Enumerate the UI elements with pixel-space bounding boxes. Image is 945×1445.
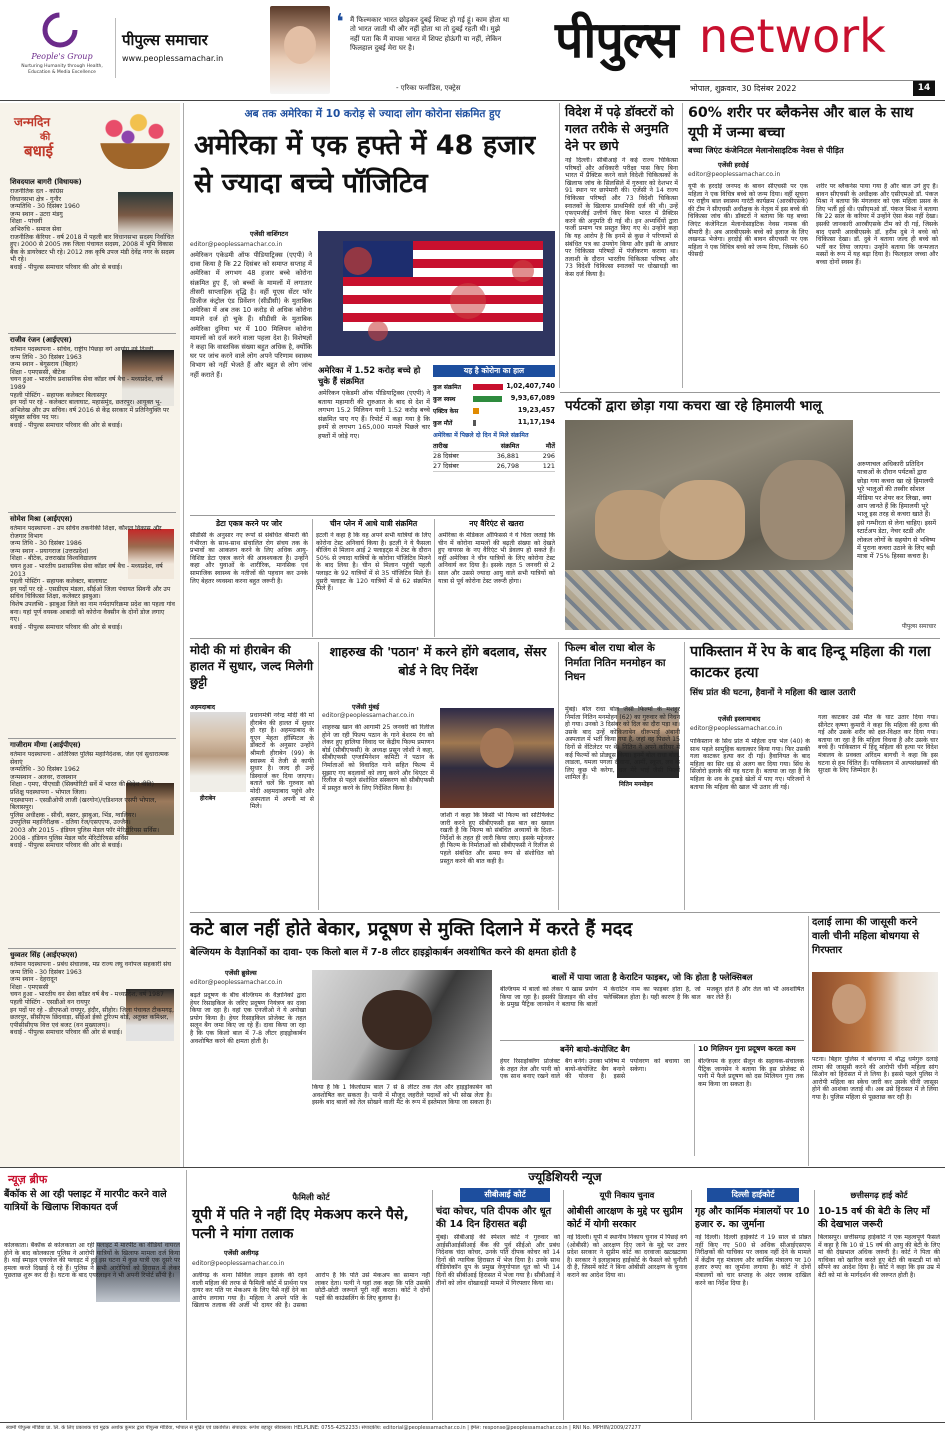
birthday-person-name: गाजीराम मीणा (आईपीएस)	[10, 741, 81, 749]
news-brief	[0, 1170, 182, 1420]
birthday-person-text: वर्तमान पदस्थापना - प्रबंध संचालक, मप्र राज्य लघु वनोपज सहकारी संघ जन्म तिथि - 30 दिसंबर 1963 जन्म स्थान - देहरादून शिक्षा - एमएससी चयन हुआ - भारतीय वन सेवा कॉडर वर्ष बैच - मध्यप्रदेश, वर्ष 1987 पहली पोस्टिंग - एसडीओ वन रायपुर इन पदों पर रहे - डीएफओ रायपुर, इंदौर, सीहोर। जिला पंचायत टीकमगढ़, छतरपुर, सीसीएफ छिंदवाड़ा, सीईओ ईको टूरिज्म बोर्ड, अतुक्त कमिश्नर, एपीसीसीएफ वित्त एवं बजट (वन मुख्यालय)। बधाई - पीपुल्स समाचार परिवार की ओर से बधाई।	[10, 961, 175, 1037]
news-brief-text: कोलकाता। बैंकॉक से कोलकाता आ रही फ्लाइट में मारपीट का वीडियो वायरल होने के बाद कोलकाता पुलिस ने आरोपी यात्रियों के खिलाफ मामला दर्ज किया है। थाई स्माइल एयरवेज की फ्लाइट में हुई इस घटना में कुछ यात्री एक दूसरे पर हमला करते दिखाई दे रहे हैं। पुलिस ने सभी आरोपियों को हिरासत में लेकर पूछताछ शुरू कर दी है। घटना के बाद एयरलाइन ने भी अपनी रिपोर्ट सौंपी है।	[4, 1242, 180, 1280]
hair-text-2: किया है कि 1 किलोग्राम बाल 7 से 8 लीटर तक तेल और हाइड्रोकार्बन को अवशोषित कर सकता है। पानी में मौजूद जहरीले पदार्थों को भी सोख लेता है। इसके बाद बालों को तेल सोखने वाली मैट के रूप में इस्तेमाल किया जा सकता है।	[312, 1084, 492, 1107]
pakistan-headline: पाकिस्तान में रेप के बाद हिन्दू महिला की गला काटकर हत्या	[690, 644, 931, 681]
stats-table-cell: 26,798	[496, 462, 520, 470]
judiciary-banner	[190, 1167, 940, 1185]
stats-rows	[433, 381, 555, 429]
us-sub-title: डेटा एकत्र करने पर जोर	[216, 519, 282, 528]
birthday-person-text: वर्तमान पदस्थापना - सचिव, राष्ट्रीय पिछड़ा वर्ग आयोग नई दिल्ली जन्म तिथि - 30 दिसंबर 1963 जन्म स्थान - बेगूसराय (बिहार) शिक्षा - एमएससी, बीटेक चयन हुआ - भारतीय प्रशासनिक सेवा कॉडर वर्ष बैच - मध्यप्रदेश, वर्ष 1989 पहली पोस्टिंग - सहायक कलेक्टर बिलासपुर इन पदों पर रहे - कलेक्टर बालाघाट, महासमुंद, छतरपुर। आयुक्त भू-अभिलेख और उप सचिव। वर्ष 2016 से केंद्र सरकार में प्रतिनियुक्ति पर संयुक्त सचिव पद पर। बधाई - पीपुल्स समाचार परिवार की ओर से बधाई।	[10, 346, 169, 429]
us-flag-virus-icon	[318, 231, 555, 356]
us-sub-text: इटली ने कहा है कि वह अपने सभी यात्रियों के लिए कोरोना टेस्ट अनिवार्य किया है। इटली ने ये फैसला बीजिंग से मिलान आई 2 फ्लाइट्स में टेस्ट के दौरान 50% से ज्यादा यात्रियों के कोरोना पॉजिटिव मिलने के बाद लिया है। चीन से मिलान पहुंची पहली फ्लाइट के 92 यात्रियों में से 35 पॉजिटिव मिले हैं। दूसरी फ्लाइट के 120 यात्रियों में से 62 संक्रमित मिले हैं।	[316, 532, 431, 593]
stats-row	[433, 417, 555, 429]
us-sub-column	[190, 519, 308, 637]
news-brief-headline: बैंकॉक से आ रही फ्लाइट में मारपीट करने वाले यात्रियों के खिलाफ शिकायत दर्ज	[4, 1189, 167, 1213]
hiraben-caption: हीराबेन	[200, 795, 216, 802]
peoples-group-logo-icon	[40, 10, 80, 50]
stats-row-value: 9,93,67,089	[510, 394, 555, 402]
family-court-text: अलीगढ़ के थाना सिविल लाइन इलाके की रहने वाली महिला की तरफ से फैमिली कोर्ट में प्रार्थना पत्र दायर कर पति पर मेकअप के लिए पैसे नहीं देने का आरोप लगाया गया है। महिला ने अपने पति के खिलाफ तलाक की अर्जी भी दायर की है। उसका आरोप है कि पति उसे मेकअप का सामान नहीं लाकर देता। पत्नी ने यहां तक कहा कि पति उसकी छोटी-छोटी जरूरतें पूरी नहीं करता। कोर्ट ने दोनों पक्षों की काउंसलिंग के लिए बुलाया है।	[192, 1272, 430, 1310]
stats-table-row	[433, 462, 555, 472]
pakistan-byline: एजेंसी इस्लामाबाद	[718, 715, 761, 723]
cbi-court-tag: सीबीआई कोर्ट	[460, 1188, 550, 1202]
stats-row-bar	[473, 396, 502, 402]
delhi-hc-text: नई दिल्ली। दिल्ली हाईकोर्ट ने 19 साल से प्रोन्नत नहीं किए गए 500 से अधिक सीआईएसएफ निरीक्षकों की याचिका पर जवाब नहीं देने के मामले में केंद्रीय गृह मंत्रालय और कार्मिक मंत्रालय पर 10 हजार रुपए का जुर्माना लगाया है। कोर्ट ने दोनों मंत्रालयों को चार सप्ताह के अंदर जवाब दाखिल करने का निर्देश दिया है।	[695, 1234, 811, 1287]
cbi-court-story	[436, 1188, 560, 1420]
birthday-title-sub: की	[40, 132, 51, 143]
quote-box	[336, 10, 511, 94]
doctors-text: नई दिल्ली। सीबीआई ने कई राज्य चिकित्सा परिषदों और अधिकारी परीक्षा पास किए बिना भारत में प्रैक्टिस करने वाले विदेशी चिकित्सकों के खिलाफ जांच के सिलसिले में गुरुवार को देशभर में 91 स्थान पर छापेमारी की। एजेंसी ने 14 राज्य चिकित्सा परिषदों और 73 विदेशी चिकित्सा स्नातकों के खिलाफ प्राथमिकी दर्ज की थी। उन्हें एफएमजीई उत्तीर्ण किए बिना भारत में प्रैक्टिस करने की अनुमति दी गई थी। इन अभ्यर्थियों द्वारा फर्जी प्रमाण पत्र प्रस्तुत किए गए थे। उन्होंने कहा कि यह आरोप है कि इनमें से कुछ ने परिणामों से संबंधित पत्र का उपयोग किया और इसी के आधार पर चिकित्सा परिषदों में पंजीकरण कराया था। तलाशी के दौरान भारतीय चिकित्सा परिषद और 73 विदेशी चिकित्सा स्नातकों पर धोखाधड़ी का केस दर्ज किया है।	[565, 157, 678, 278]
news-brief-title: न्यूज़ ब्रीफ	[8, 1173, 48, 1186]
cg-hc-headline: 10-15 वर्ष की बेटी के लिए माँ की देखभाल जरूरी	[818, 1206, 930, 1230]
us-sub-column	[438, 519, 555, 637]
birthday-person	[10, 951, 175, 1161]
stats-table-cell: संक्रमित	[500, 442, 520, 450]
pathan-story	[322, 642, 554, 910]
doctors-headline: विदेश में पढ़े डॉक्टरों को गलत तरीके से अनुमति देने पर छापे	[565, 104, 674, 153]
salon-text: बेल्जियम के हज़ार सैलून के सहायक-संचालक पैट्रिक जानसेन ने बताया कि इस प्रोजेक्ट से पानी में फैले प्रदूषण को दस मिलियन गुना तक कम किया जा सकता है।	[698, 1058, 804, 1088]
dalai-headline: दलाई लामा की जासूसी करने वाली चीनी महिला बोधगया से गिरफ्तार	[812, 917, 920, 956]
page-number: 14	[913, 81, 935, 96]
hair-byline: एजेंसी ब्रुसेल्स	[225, 969, 257, 977]
stats-row-bar	[473, 384, 503, 390]
birthday-title-main: बधाई	[24, 142, 54, 160]
salon-title: 10 मिलियन गुना प्रदूषण करता कम	[698, 1044, 796, 1053]
group-logo-text: People's Group	[31, 52, 93, 61]
pakistan-text-left: पाकिस्तान के सिंध प्रांत में महिला दया भेल (40) के साथ पहले सामूहिक बलात्कार किया गया। फिर उसकी गला काटकर हत्या कर दी गई। हैवानियत के बाद महिला का सिर धड़ से अलग कर दिया गया। सिंध के सिंजोरो इलाके की यह घटना है। बताया जा रहा है कि महिला के शव के टुकड़े खेतों में पाए गए। परिजनों ने बताया कि महिला की खाल भी उतार ली गई।	[690, 738, 810, 791]
haircut-photo	[312, 970, 492, 1080]
pathan-text-right: जोशी ने कहा कि किसी भी फिल्म को सर्टिफिकेट जारी करने हुए सीबीएफसी इस बात का ख्याल रखती है कि फिल्म को संबंधित अध्यायों के दिशा-निर्देशों के तहत ही जारी किया जाए। इसके मद्देनजर ही फिल्म के निर्माताओं को सीबीएफसी ने रिलीज से पहले संबंधित और समग्र रूप से संशोधित को प्रस्तुत करने की बात कही है।	[440, 812, 554, 865]
birthday-person	[10, 336, 175, 511]
pakistan-story	[690, 642, 938, 910]
judiciary-banner-label: ज्यूडिशियरी न्यूज	[490, 1168, 640, 1185]
us-graphic-caption-title: अमेरिका में 1.52 करोड़ बच्चे हो चुके हैं संक्रमित	[318, 365, 421, 386]
stats-row-label: कुल मौतें	[433, 420, 453, 427]
nitin-photo-caption: नितिन मनमोहन	[619, 781, 653, 788]
modi-text: प्रधानमंत्री नरेन्द्र मोदी की मां हीराबेन की हालत में सुधार हो रहा है। अहमदाबाद के यूएन मेहता हॉस्पिटल के डॉक्टरों के अनुसार उन्होंने श्रीमती हीराबेन (99) के स्वास्थ्य में तेजी से काफी सुधार है। जल्द ही उन्हें डिस्चार्ज कर दिया जाएगा। बताते चलें कि गुरुवार को मोदी अहमदाबाद पहुंचे और अस्पताल में अपनी मां से मिले।	[250, 712, 314, 811]
us-sub-column	[316, 519, 431, 637]
blackness-byline: एजेंसी हरदोई	[718, 161, 749, 169]
bear-story	[565, 396, 940, 634]
paper-name: पीपुल्स समाचार	[122, 31, 208, 49]
flower-basket-icon	[100, 111, 170, 169]
dalai-text: पटना। बिहार पुलिस ने बोधगया में बौद्ध धर्मगुरु दलाई लामा की जासूसी करने की आरोपी चीनी महिला सांग सिओन को हिरासत में ले लिया है। इससे पहले पुलिस ने आरोपी महिला का स्केच जारी कर उसके चीनी जासूस होने की आशंका जताई थी। अब उसे हिरासत में ले लिया गया है। पुलिस महिला से पूछताछ कर रही है।	[812, 1056, 938, 1101]
blackness-text-right: शरीर पर ब्लैकनेस पाया गया है और बाल उगे हुए हैं। बावन सीएचसी के अधीक्षक और एसीएमओ डॉ. पंकज मिश्रा ने बताया कि मंगलवार को एक महिला प्रसव के लिए भर्ती हुई थी। एसीएमओ डॉ. पंकज मिश्रा ने बताया कि 22 साल के करियर में उन्होंने ऐसा केस नहीं देखा। इसकी जानकारी आरबीएसके टीम को दी गई, जिसके बाद एसपी आरबीएसके डॉ. हरीम दुबे ने बच्चे को चिकित्सा देखा। डॉ. दुबे ने बताया जल्द ही बच्चे को भर्ती कर लिया जाएगा। उन्होंने बताया कि जन्मजात मस्सों के रूप में यह बढ़ा दिया है। फिलहाल जच्चा और बच्चा दोनों स्वस्थ हैं।	[816, 183, 938, 266]
us-story-body: अमेरिकन एकेडमी ऑफ पीडियाट्रिक्स (एएपी) ने दावा किया है कि 22 दिसंबर को समाप्त सप्ताह में अमेरिका में लगभग 48 हजार बच्चे कोरोना संक्रमित हुए हैं, जो बच्चों के मामलों में लगातार तीसरी साप्ताहिक वृद्धि है। वहीं यूएस सेंटर फॉर डिजीज कंट्रोल एंड प्रिवेंशन (सीडीसी) के मुताबिक अमेरिका में अब तक 10 करोड़ से अधिक कोरोना मामले दर्ज हो चुके हैं। सीडीसी के मुताबिक अमेरिका दुनिया भर में 100 मिलियन कोरोना मामलों को दर्ज करने वाला पहला देश है। विशेषज्ञों ने कहा कि वास्तविक संख्या बहुत अधिक है, क्योंकि घर पर जांच करने वाले लोग अपने परिणाम स्वास्थ्य विभाग को नहीं भेजते हैं और बहुत से लोग जांच नहीं कराते हैं।	[190, 251, 312, 379]
quote-mark-icon: ❛	[336, 10, 344, 35]
cbi-court-headline: चंदा कोचर, पति दीपक और धूत की 14 दिन हिरासत बढ़ी	[436, 1206, 552, 1230]
birthday-person-name: सोमेश मिश्रा (आईएएस)	[10, 515, 73, 523]
keratin-text: बेल्जियम में बालों को लेकर ये खास प्रयोग किया जा रहा है। इसकी डिजाइन की शोध के प्रमुख पैट्रिक जानसेन ने बताया कि बालों में केराटिन नाम का फाइबर होता है, जो फ्लेक्सिबल होता है। यही कारण है कि बाल मजबूत होते हैं और तेल को भी अवशोषित कर लेते हैं।	[500, 986, 804, 1009]
stats-table-cell: तारीख	[433, 442, 448, 450]
footer-text: स्वामी पीपुल्स मीडिया प्रा. लि. के लिए प्रकाशक एवं मुद्रक अशोक कुमार द्वारा पीपुल्स मीडिया, भोपाल से मुद्रित एवं प्रकाशित। संपादक: रूपेश बहादुर श्रीवास्तव। HELPLINE: 0755-4252233। संपादकीय: editorial@peoplessamachar.co.in | ईमेल: response@peoplessamachar.co.in | RNI No. MPHIN/2009/27277	[6, 1425, 641, 1431]
cg-hc-story	[818, 1188, 940, 1420]
family-court-headline: यूपी में पति ने नहीं दिए मेकअप करने पैसे, पत्नी ने मांगा तलाक	[192, 1207, 409, 1242]
dateline: भोपाल, शुक्रवार, 30 दिसंबर 2022	[690, 84, 797, 93]
stats-table-cell: 27 दिसंबर	[433, 462, 459, 470]
cbi-court-text: मुंबई। सीबीआई की स्पेशल कोर्ट ने गुरुवार को आईसीआईसीआई बैंक की पूर्व सीईओ और प्रबंध निदेशक चंदा कोचर, उनके पति दीपक कोचर को 14 दिनों की न्यायिक हिरासत में भेज दिया है। उनके साथ वीडियोकॉन ग्रुप के प्रमुख वेणुगोपाल धूत को भी 14 दिनों की सीबीआई हिरासत में भेजा गया है। सीबीआई ने तीनों को लोन धोखाधड़ी मामले में गिरफ्तार किया था।	[436, 1234, 560, 1287]
pathan-byline: एजेंसी मुंबई	[352, 703, 380, 711]
stats-table-cell: 121	[542, 462, 555, 470]
nitin-text: मुंबई। बोल राधा बोल जैसी फिल्मों के मशहूर निर्माता नितिन मनमोहन (62) का गुरुवार को निधन हो गया। उनको 3 दिसंबर को दिल का दौरा पड़ा था। उसके बाद उन्हें कोकिलाबेन धीरूभाई अंबानी अस्पताल में भर्ती किया गया है, जहां वह पिछले 15 दिनों से वेंटिलेटर पर थे। नितिन ने अपने करियर में कई फिल्मों को प्रोड्यूस किया। इनमें बोल राधा बोल, लाडला, यमला पगला दीवाना, आर्मी, स्कूल, लव के लिए कुछ भी करेगा, चल मेरे भाई जैसी फिल्में शामिल हैं।	[565, 706, 680, 782]
cg-hc-text: बिलासपुर। छत्तीसगढ़ हाईकोर्ट ने एक महत्वपूर्ण फैसले में कहा है कि 10 से 15 वर्ष की आयु की बेटी के लिए मां की देखभाल अधिक जरूरी है। कोर्ट ने पिता की याचिका को खारिज करते हुए बेटी की कस्टडी मां को सौंपने का आदेश दिया है। कोर्ट ने कहा कि इस उम्र में बेटी को मां के मार्गदर्शन की जरूरत होती है।	[818, 1234, 940, 1279]
stats-row	[433, 393, 555, 405]
stats-row-value: 1,02,407,740	[506, 382, 555, 390]
paper-logo	[122, 30, 262, 63]
us-story-byline: एजेंसी वाशिंगटन	[250, 230, 289, 238]
stats-title: यह है कोरोना का हाल	[433, 365, 555, 377]
bear-caption: अरुणाचल अधिकारी प्रतिदिन यात्राओं के दौरान पर्यटकों द्वारा छोड़ा गया कचरा खा रहे हिमालयी भूरे भालुओं की तस्वीर सोशल मीडिया पर शेयर कर लिखा, क्या आप जानते हैं कि हिमालयी भूरे भालू इस तरह से कचरा खाते हैं। इसे गम्भीरता से लेना चाहिए। इसमें स्टार्टअप डेटा, नेचर स्टडी और लोकल लोगों के सहयोग से भविष्य में पुराना कचरा उठाने के लिए बड़ी मात्रा में 75% हिस्सा कचरा है।	[857, 460, 937, 561]
brand-hindi: पीपुल्स	[555, 11, 678, 69]
stats-row	[433, 405, 555, 417]
up-election-story	[567, 1188, 687, 1420]
family-court-byline: एजेंसी अलीगढ़	[224, 1249, 259, 1257]
stats-last-days-title: अमेरिका में पिछले दो दिन में मिले संक्रमित	[433, 432, 529, 439]
stats-row-label: कुल संक्रमित	[433, 384, 461, 391]
blackness-headline: 60% शरीर पर ब्लैकनेस और बाल के साथ यूपी में जन्मा बच्चा	[688, 105, 914, 141]
blackness-subheadline: बच्चा जिएंट कंजेनिटल मेलानोसाइटिक नेवस से पीड़ित	[688, 146, 844, 155]
us-graphic-caption-body: अमेरिकन एकेडमी ऑफ पीडियाट्रिक्स (एएपी) ने बताया महामारी की शुरुआत के बाद से देश में लगभग 15.2 मिलियन यानी 1.52 करोड़ बच्चे संक्रमित पाए गए हैं। रिपोर्ट में कहा गया है कि इनमें से लगभग 165,000 मामले पिछले चार हफ्तों में जोड़े गए।	[318, 389, 430, 440]
birthday-person	[10, 178, 175, 332]
nitin-story	[565, 642, 680, 910]
corona-stats-box	[433, 365, 555, 515]
pathan-headline: शाहरुख की 'पठान' में करने होंगे बदलाव, सेंसर बोर्ड ने दिए निर्देश	[329, 644, 547, 678]
stats-row-bar	[473, 420, 476, 426]
delhi-hc-tag: दिल्ली हाईकोर्ट	[707, 1188, 799, 1202]
up-election-text: नई दिल्ली। यूपी में स्थानीय निकाय चुनाव में पिछड़े वर्ग (ओबीसी) को आरक्षण दिए जाने के मुद्दे पर उत्तर प्रदेश सरकार ने सुप्रीम कोर्ट का दरवाजा खटखटाया है। सरकार ने इलाहाबाद हाईकोर्ट के फैसले को चुनौती दी है, जिसमें कोर्ट ने बिना ओबीसी आरक्षण के चुनाव कराने का आदेश दिया था।	[567, 1234, 687, 1279]
bear-photo	[565, 420, 853, 630]
stats-row-value: 11,17,194	[517, 418, 555, 426]
stats-row-bar	[473, 408, 479, 414]
quote-author: - एरिका फर्नांडिस, एक्ट्रेस	[396, 84, 461, 92]
paper-website[interactable]: www.peoplessamachar.in	[122, 54, 224, 63]
pathan-text-left: शाहरुख खान की आगामी 25 जनवरी को रिलीज होने जा रही फिल्म पठान के गाने बेशरम रंग को लेकर हुए हालिया विवाद पर केंद्रीय फिल्म प्रमाणन बोर्ड (सीबीएफसी) के अध्यक्ष प्रसून जोशी ने कहा, सीबीएफसी एग्जामिनेशन कमिटी ने पठान के निर्माताओं को विवादित गाने सहित फिल्म में सुझाए गए बदलावों को लागू करने और थिएटर में रिलीज से पहले संशोधित संस्करण को सीबीएफसी में प्रस्तुत करने के लिए निर्देशित किया है।	[322, 724, 434, 792]
birthday-person-text: वर्तमान पदस्थापना - अतिरिक्त पुलिस महानिदेशक, जेल एवं सुधारात्मक सेवाएं जन्मतिथि - 30 दिसंबर 1962 जन्मस्थान - अलवर, राजस्थान शिक्षा - एमए, पीएचडी (सिक्योरिटी सर्वे में भारत की विदेश नीति) प्रशिक्षु पदस्थापना - भोपाल जिला। पदस्थापना - एसडीओपी लाजी (खरगोन)/एडिशनल एसपी भोपाल, बिलासपुर। पुलिस अधीक्षक - सीधी, बस्तर, झाबुआ, भिंड, ग्वालियर। उपपुलिस महानिरीक्षक - दतिया रेंज/एसएएफ, उज्जैन। 2003 और 2015 - इंडियन पुलिस मेडल फॉर मेरिटोरियस सर्विस। 2008 - इंडियन पुलिस मेडल फॉर मेरिटोरियस सर्विस बधाई - पीपुल्स समाचार परिवार की ओर से बधाई।	[10, 751, 169, 850]
group-tagline: Nurturing Humanity through Health, Education & Media Excellence	[21, 64, 103, 75]
family-court-story	[192, 1190, 430, 1420]
up-election-tag: यूपी निकाय चुनाव	[599, 1190, 655, 1200]
bear-credit: पीपुल्स समाचार	[901, 623, 936, 630]
us-sub-text: सीडीसी के अनुसार नए रूपों से संबंधित बीमारी की गंभीरता के साथ-साथ संचालित रोग संचय तक के प्रभावों का आकलन करने के लिए अधिक आयु-विशिष्ट डेटा एकत्र करने की आवश्यकता है। उन्होंने कहा और युवाओं के शारीरिक, मानसिक एवं सामाजिक स्वास्थ्य के नतीजों की पहचान कर उनके लिए बेहतर व्यवस्था करना बहुत जरूरी है।	[190, 532, 308, 585]
cg-hc-tag: छत्तीसगढ़ हाई कोर्ट	[850, 1190, 908, 1200]
footer	[6, 1425, 939, 1443]
dalai-story	[812, 916, 938, 1166]
bag-text: हेयर रिसाइक्लिंग प्रोजेक्ट के तहत तेल और पानी को एक साथ बनाए रखने वाले बैग बनेंगे। उनका भविष्य में बायो-कंपोजिट बैग बनाने की योजना है। इससे पर्यावरण को बचाया जा सकेगा।	[500, 1058, 690, 1081]
modi-story	[190, 642, 314, 910]
keratin-title: बालों में पाया जाता है केराटिन फाइबर, जो कि होता है फ्लेक्सिबल	[551, 972, 753, 982]
bear-headline: पर्यटकों द्वारा छोड़ा गया कचरा खा रहे हिमालयी भालू	[565, 398, 822, 414]
brand-english: network	[699, 9, 886, 63]
birthday-person-name: शिवदयाल बागरी (विधायक)	[10, 178, 82, 186]
stats-table	[433, 442, 555, 472]
stats-table-cell: 28 दिसंबर	[433, 452, 459, 460]
up-election-headline: ओबीसी आरक्षण के मुद्दे पर सुप्रीम कोर्ट में योगी सरकार	[567, 1206, 683, 1230]
blackness-text-left: यूपी के हरदोई जनपद के बावन सीएचसी पर एक महिला ने एक विचित्र बच्चे को जन्म दिया। वहीं सूचना पर राष्ट्रीय बाल स्वास्थ्य गारंटी कार्यक्रम (आरबीएसके) की टीम ने सीएचसी अधीक्षक के नेतृत्व में इस बच्चे की चिकित्सा जांच की। डॉक्टरों ने बताया कि यह बच्चा जिएंट कंजेनिटल मेलानोसाइटिक नेवस नामक की बीमारी है। अब आरबीएसके बच्चे को इलाज के लिए लखनऊ भेजेगा। हरदोई की बावन सीएचसी पर एक महिला ने एक विचित्र बच्चे को जन्म दिया, जिसके 60 फीसदी	[688, 183, 808, 259]
pakistan-subheadline: सिंध प्रांत की घटना, हैवानों ने महिला की खाल उतारी	[690, 688, 856, 698]
birthday-header	[10, 109, 170, 171]
family-court-tag: फैमिली कोर्ट	[292, 1192, 330, 1202]
stats-table-row	[433, 442, 555, 452]
family-court-email[interactable]: editor@peoplessamachar.co.in	[192, 1260, 285, 1267]
us-story-email[interactable]: editor@peoplessamachar.co.in	[190, 241, 283, 248]
stats-row-label: एक्टिव केस	[433, 408, 459, 415]
stats-table-cell: 296	[542, 452, 555, 460]
stats-table-row	[433, 452, 555, 462]
modi-dateline: अहमदाबाद	[190, 704, 216, 711]
dateline-bar	[690, 80, 935, 96]
hair-text-1: बढ़ते प्रदूषण के बीच बेल्जियम के वैज्ञानिकों द्वारा हेयर रिसाइकिल के जरिए प्रदूषण नियंत्रण का दावा किया जा रहा है। वहां एक एनजीओ ने ये अनोखा प्रयोग किया है। हेयर रिसाइकिल प्रोजेक्ट के तहत सलून बैग जमा किए जा रहे हैं। दावा किया जा रहा है कि एक किलो बाल में 7-8 लीटर हाइड्रोकार्बन अवशोषित करने की क्षमता होती है।	[190, 992, 306, 1045]
hair-headline: कटे बाल नहीं होते बेकार, प्रदूषण से मुक्ति दिलाने में करते हैं मदद	[190, 919, 633, 940]
stats-row-label: कुल स्वस्थ	[433, 396, 456, 403]
us-story-headline: अमेरिका में एक हफ्ते में 48 हजार से ज्यादा बच्चे पॉजिटिव	[194, 130, 536, 199]
birthday-title-top: जन्मदिन	[14, 115, 51, 129]
hair-email[interactable]: editor@peoplessamachar.co.in	[190, 979, 283, 986]
stats-table-cell: मौतें	[545, 442, 555, 450]
us-graphic-caption	[318, 365, 430, 515]
delhi-hc-story	[695, 1188, 811, 1420]
pakistan-email[interactable]: editor@peoplessamachar.co.in	[690, 725, 783, 732]
birthday-person-text: वर्तमान पदस्थापना - उप सचिव तकनीकी शिक्षा, कौशल विकास और रोजगार विभाग जन्म तिथि - 30 दिसंबर 1986 जन्म स्थान - प्रयागराज (उत्तरप्रदेश) शिक्षा - बीटेक, उत्तराखंड विश्वविद्यालय चयन हुआ - भारतीय प्रशासनिक सेवा कॉडर वर्ष बैच - मध्यप्रदेश, वर्ष 2013 पहली पोस्टिंग - सहायक कलेक्टर, बालाघाट इन पदों पर रहे - एसडीएम मंडला, सीईओ जिला पंचायत सिवनी और उप सचिव चिकित्सा शिक्षा, कलेक्टर झाबुआ। विशेष उपलब्धि - झाबुआ जिले का नाम नर्मदापरिक्रमा प्रदेश का पहला गांव बना। यहां पूर्ण वयस्क आबादी को कोरोना वैक्सीन के दोनों डोज लगाए गए। बधाई - पीपुल्स समाचार परिवार की ओर से बधाई।	[10, 525, 175, 631]
us-sub-title: चीन प्लेन में आधे यात्री संक्रमित	[329, 519, 418, 528]
birthday-person	[10, 741, 175, 947]
stats-table-cell: 36,881	[496, 452, 520, 460]
hair-story	[190, 916, 804, 1161]
doctors-story	[565, 103, 678, 393]
pakistan-text-right: गला काटकर उसे मौत के घाट उतार दिया गया। सीनेटर कृष्णा कुमारी ने कहा कि महिला की हत्या की गई और उसके शरीर को क्षत-विक्षत कर दिया गया। बताया जा रहा है कि महिला विधवा है और उसके चार बच्चे हैं। पाकिस्तान में हिंदू महिला की हत्या पर विदेश मंत्रालय के प्रवक्ता अरिंदम बागची ने कहा कि इस घटना से हम चिंतित हैं। पाकिस्तान में अल्पसंख्यकों की सुरक्षा के लिए जिम्मेदार है।	[818, 714, 938, 775]
hiraben-photo	[190, 712, 246, 792]
bag-title: बनेंगे बायो-कंपोजिट बैग	[560, 1045, 630, 1054]
dalai-lama-photo	[812, 972, 938, 1052]
us-sub-title: नए वैरिएंट से खतरा	[469, 519, 524, 528]
us-story-kicker: अब तक अमेरिका में 10 करोड़ से ज्यादा लोग कोरोना संक्रमित हुए	[244, 108, 501, 120]
delhi-hc-headline: गृह और कार्मिक मंत्रालयों पर 10 हजार रु. का जुर्माना	[695, 1206, 810, 1230]
us-flag-virus-graphic	[318, 231, 555, 356]
nitin-headline: फिल्म बोल राधा बोल के निर्माता नितिन मनमोहन का निधन	[565, 643, 666, 683]
stats-row	[433, 381, 555, 393]
hair-subheadline: बेल्जियम के वैज्ञानिकों का दावा- एक किलो बाल में 7-8 लीटर हाइड्रोकार्बन अवशोषित करने की क्षमता होती है	[190, 947, 577, 958]
blackness-story	[688, 103, 938, 393]
brand	[555, 4, 935, 74]
group-logo	[12, 10, 112, 90]
birthday-person	[10, 515, 175, 737]
modi-headline: मोदी की मां हीराबेन की हालत में सुधार, जल्द मिलेगी छुट्टी	[190, 643, 314, 689]
blackness-email[interactable]: editor@peoplessamachar.co.in	[688, 171, 781, 178]
birthday-person-name: राजीव रंजन (आईएएस)	[10, 336, 72, 344]
us-covid-story	[190, 103, 555, 638]
pathan-email[interactable]: editor@peoplessamachar.co.in	[322, 712, 415, 719]
masthead	[0, 0, 945, 100]
quote-text: मैं फिल्मकार भारत छोड़कर दुबई शिफ्ट हो गई हूं। काम होता था तो भारत जाती थी और नहीं होता था तो दुबई रहती थी। मुझे नहीं पता कि मैं वापस भारत में शिफ्ट होऊंगी या नहीं, लेकिन फिलहाल दुबई मेरा घर है।	[350, 16, 510, 52]
actress-photo	[270, 6, 330, 94]
us-sub-text: अमेरिका के मेडिकल ऑफिसर्स ने ये चिंता जताई कि चीन में कोरोना मामलों की बढ़ती संख्या को देखते हुए वायरस के नए वैरिएंट भी डेवलप हो सकते हैं। वहीं अमेरिका ने चीन यात्रियों के लिए कोरोना टेस्ट अनिवार्य कर दिया है। इसके तहत 5 जनवरी से 2 साल और उससे ज्यादा आयु वाले सभी यात्रियों को यात्रा से पूर्व कोरोना टेस्ट जरूरी होगा।	[438, 532, 555, 585]
birthday-person-text: राजनीतिक दल - कांग्रेस विधानसभा क्षेत्र - गुनौर जन्मतिथि - 30 दिसंबर 1960 जन्म स्थान - उटरा मंडगु शिक्षा - पांचवीं अभिरुचि - समाज सेवा राजनीतिक कॅरियर - वर्ष 2018 में पहली बार विधानसभा सदस्य निर्वाचित हुए। 2000 से 2005 तक जिला पंचायत सदस्य, 2008 में भूमि विकास बैंक के डायरेक्टर भी रहे। 2012 तक कृषि उपज मंडी देवेंद्र नगर के सदस्य भी रहे। बधाई - पीपुल्स समाचार परिवार की ओर से बधाई।	[10, 188, 175, 271]
stats-row-value: 19,23,457	[517, 406, 555, 414]
pathan-photo	[440, 708, 554, 808]
birthday-person-name: धुव्वतर सिंह (आईएफएस)	[10, 951, 78, 959]
